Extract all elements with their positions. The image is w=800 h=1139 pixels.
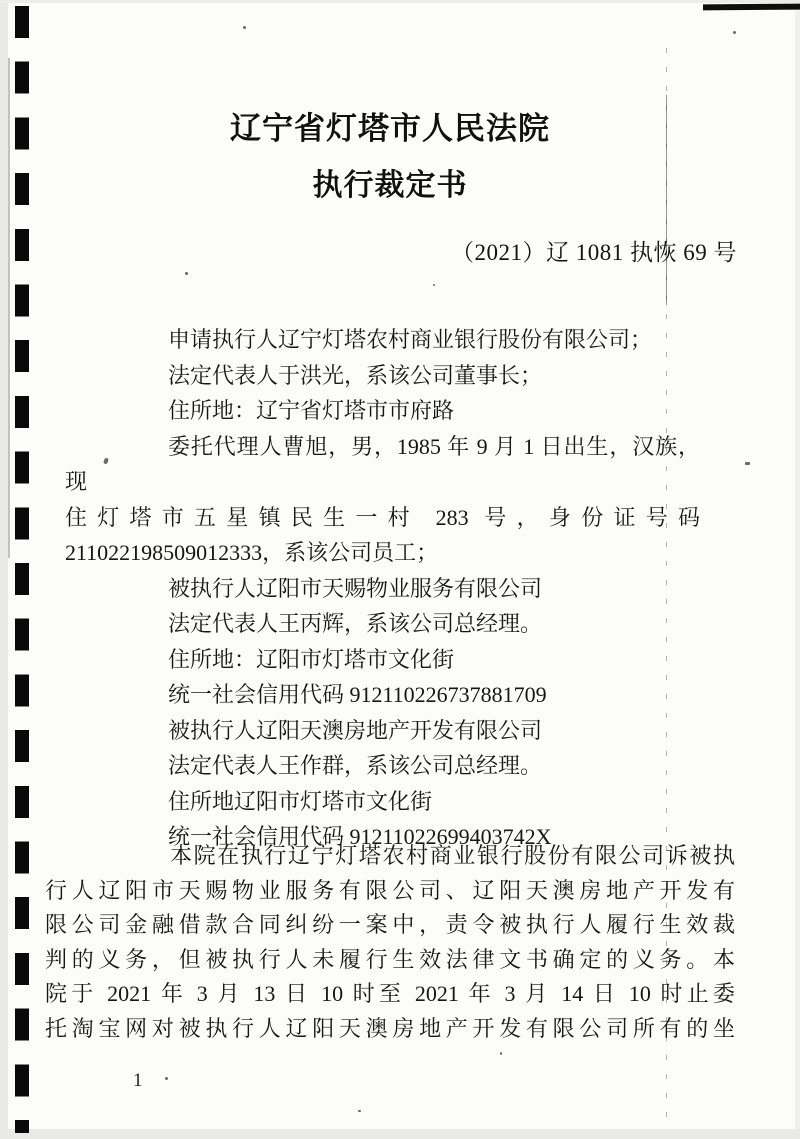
text-line: 统一社会信用代码 912110226737881709 bbox=[168, 682, 547, 707]
text-line: 住所地：辽阳市灯塔市文化街 bbox=[168, 646, 455, 672]
text-line: 托淘宝网对被执行人辽阳天澳房地产开发有限公司所有的坐 bbox=[45, 1015, 735, 1041]
document-type-title: 执行裁定书 bbox=[312, 169, 468, 202]
scan-noise bbox=[165, 1077, 168, 1080]
text-line: 行人辽阳市天赐物业服务有限公司、辽阳天澳房地产开发有 bbox=[45, 877, 735, 903]
text-line: 判的义务，但被执行人未履行生效法律文书确定的义务。本 bbox=[45, 946, 735, 972]
text-line: 住所地：辽宁省灯塔市市府路 bbox=[168, 398, 455, 423]
scan-noise bbox=[733, 31, 736, 34]
page-number: 1 bbox=[133, 1070, 143, 1091]
scan-noise bbox=[185, 272, 188, 275]
text-line: 限公司金融借款合同纠纷一案中，责令被执行人履行生效裁 bbox=[45, 912, 735, 937]
text-line: 住所地辽阳市灯塔市文化街 bbox=[168, 788, 433, 814]
text-line: 被执行人辽阳市天赐物业服务有限公司 bbox=[168, 575, 543, 601]
ruling-body-paragraph bbox=[45, 839, 735, 1046]
court-name-title: 辽宁省灯塔市人民法院 bbox=[230, 111, 550, 146]
text-line: 211022198509012333，系该公司员工； bbox=[65, 540, 439, 565]
scan-noise bbox=[243, 26, 246, 29]
scan-noise bbox=[745, 462, 750, 465]
text-line: 统一社会信用代码 91211022699403742X bbox=[168, 824, 552, 849]
page-top-edge-shadow bbox=[0, 0, 800, 3]
page-right-edge-shadow bbox=[795, 0, 800, 1139]
text-line: 本院在执行辽宁灯塔农村商业银行股份有限公司诉被执 bbox=[170, 843, 735, 868]
text-line: 被执行人辽阳天澳房地产开发有限公司 bbox=[168, 717, 543, 743]
text-line: 法定代表人王丙辉，系该公司总经理。 bbox=[168, 611, 543, 636]
party-info-section bbox=[65, 322, 700, 855]
text-line: 申请执行人辽宁灯塔农村商业银行股份有限公司； bbox=[168, 327, 653, 352]
text-line: 委托代理人曹旭，男，1985 年 9 月 1 日出生，汉族，现 bbox=[65, 433, 700, 494]
text-line: 法定代表人于洪光，系该公司董事长； bbox=[168, 362, 543, 388]
scan-noise bbox=[500, 1052, 502, 1055]
text-line: 住灯塔市五星镇民生一村 283 号，身份证号码 bbox=[65, 504, 700, 530]
page-bottom-edge-shadow bbox=[0, 1129, 800, 1139]
text-line: 法定代表人王作群，系该公司总经理。 bbox=[168, 753, 543, 778]
scanner-corner-mark bbox=[703, 4, 800, 11]
case-number: （2021）辽 1081 执恢 69 号 bbox=[451, 240, 737, 265]
scan-noise bbox=[433, 284, 435, 286]
scan-noise bbox=[358, 1110, 361, 1112]
text-line: 院于 2021 年 3 月 13 日 10 时至 2021 年 3 月 14 日 10 时止委 bbox=[45, 981, 735, 1006]
